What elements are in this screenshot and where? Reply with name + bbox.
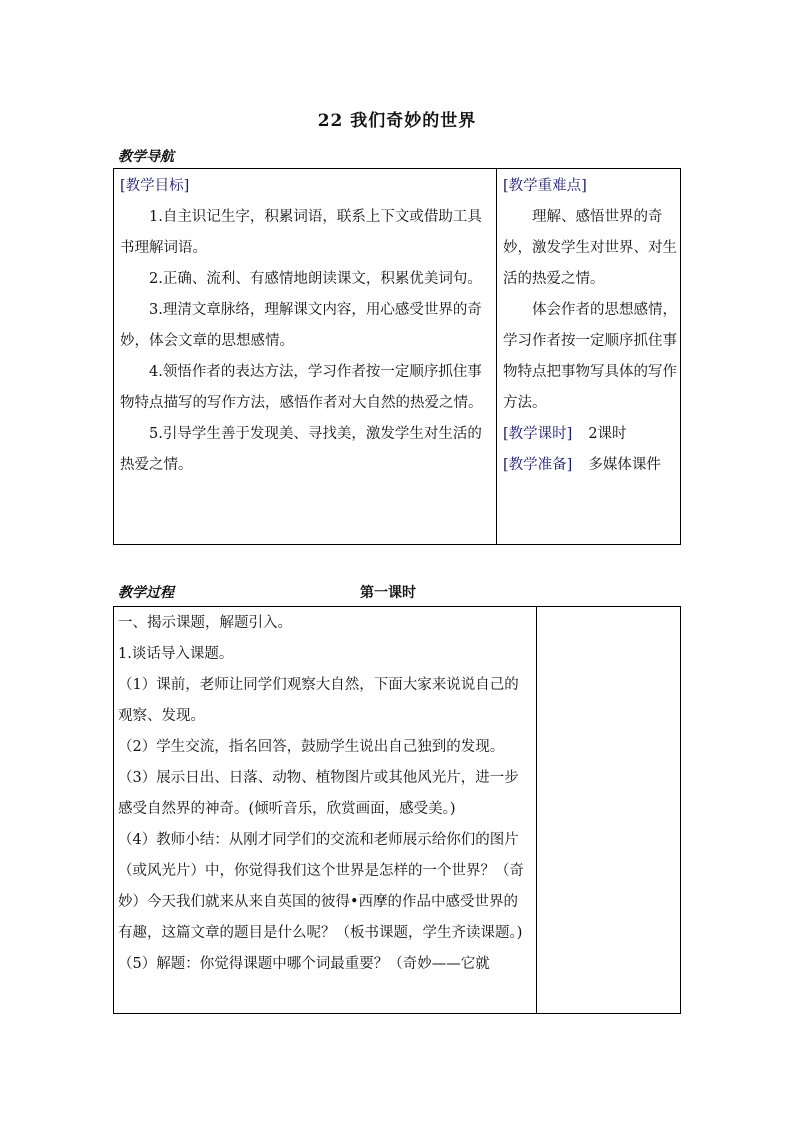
page-title: 22 我们奇妙的世界 [317, 111, 477, 131]
goals-heading: [教学目标] [120, 178, 190, 194]
keypoints-cell [503, 169, 679, 481]
section-label-process: 教学过程 [118, 585, 174, 601]
keypoint-item: 体会作者的思想感情，学习作者按一定顺序抓住事物特点把事物写具体的写作方法。 [503, 302, 677, 411]
lesson-label: 第一课时 [360, 585, 416, 601]
prep-label: [教学准备] [503, 457, 573, 473]
process-line: 1.谈话导入课题。 [118, 646, 234, 662]
keypoint-item: 理解、感悟世界的奇妙，激发学生对世界、对生活的热爱之情。 [503, 209, 677, 287]
guide-table [113, 168, 681, 545]
goal-item: 2.正确、流利、有感情地朗读课文，积累优美词句。 [149, 271, 482, 287]
keypoints-heading: [教学重难点] [503, 178, 587, 194]
process-line: （1）课前，老师让同学们观察大自然，下面大家来说说自己的观察、发现。 [118, 677, 519, 724]
hours-value: 2课时 [588, 426, 627, 442]
process-line: （3）展示日出、日落、动物、植物图片或其他风光片，进一步感受自然界的神奇。(倾听音乐，欣赏画面，感受美。) [118, 770, 519, 817]
prep-value: 多媒体课件 [588, 457, 661, 473]
goal-item: 5.引导学生善于发现美、寻找美，激发学生对生活的热爱之情。 [120, 426, 482, 473]
process-line: （2）学生交流，指名回答，鼓励学生说出自己独到的发现。 [118, 739, 505, 755]
section-label-guide: 教学导航 [118, 149, 174, 165]
guide-table-divider [496, 169, 497, 544]
goal-item: 1.自主识记生字，积累词语，联系上下文或借助工具书理解词语。 [120, 209, 482, 256]
goal-item: 4.领悟作者的表达方法，学习作者按一定顺序抓住事物特点描写的写作方法，感悟作者对大自然的热爱之情。 [120, 364, 483, 411]
process-line: （5）解题：你觉得课题中哪个词最重要？（奇妙——它就 [118, 956, 490, 972]
hours-row [503, 419, 679, 450]
process-cell [118, 607, 534, 980]
process-table-divider [536, 607, 537, 1013]
process-line: 一、揭示课题，解题引入。 [118, 615, 292, 631]
process-line: （4）教师小结：从刚才同学们的交流和老师展示给你们的图片（或风光片）中，你觉得我们这个世界是怎样的一个世界？（奇妙）今天我们就来从来自英国的彼得•西摩的作品中感受世界的有趣，这篇文章的题目是什么呢？（板书课题，学生齐读课题。) [118, 832, 524, 941]
goal-item: 3.理清文章脉络，理解课文内容，用心感受世界的奇妙，体会文章的思想感情。 [120, 302, 482, 349]
prep-row [503, 450, 679, 481]
process-table [113, 606, 681, 1014]
hours-label: [教学课时] [503, 426, 573, 442]
goals-cell [120, 169, 494, 481]
